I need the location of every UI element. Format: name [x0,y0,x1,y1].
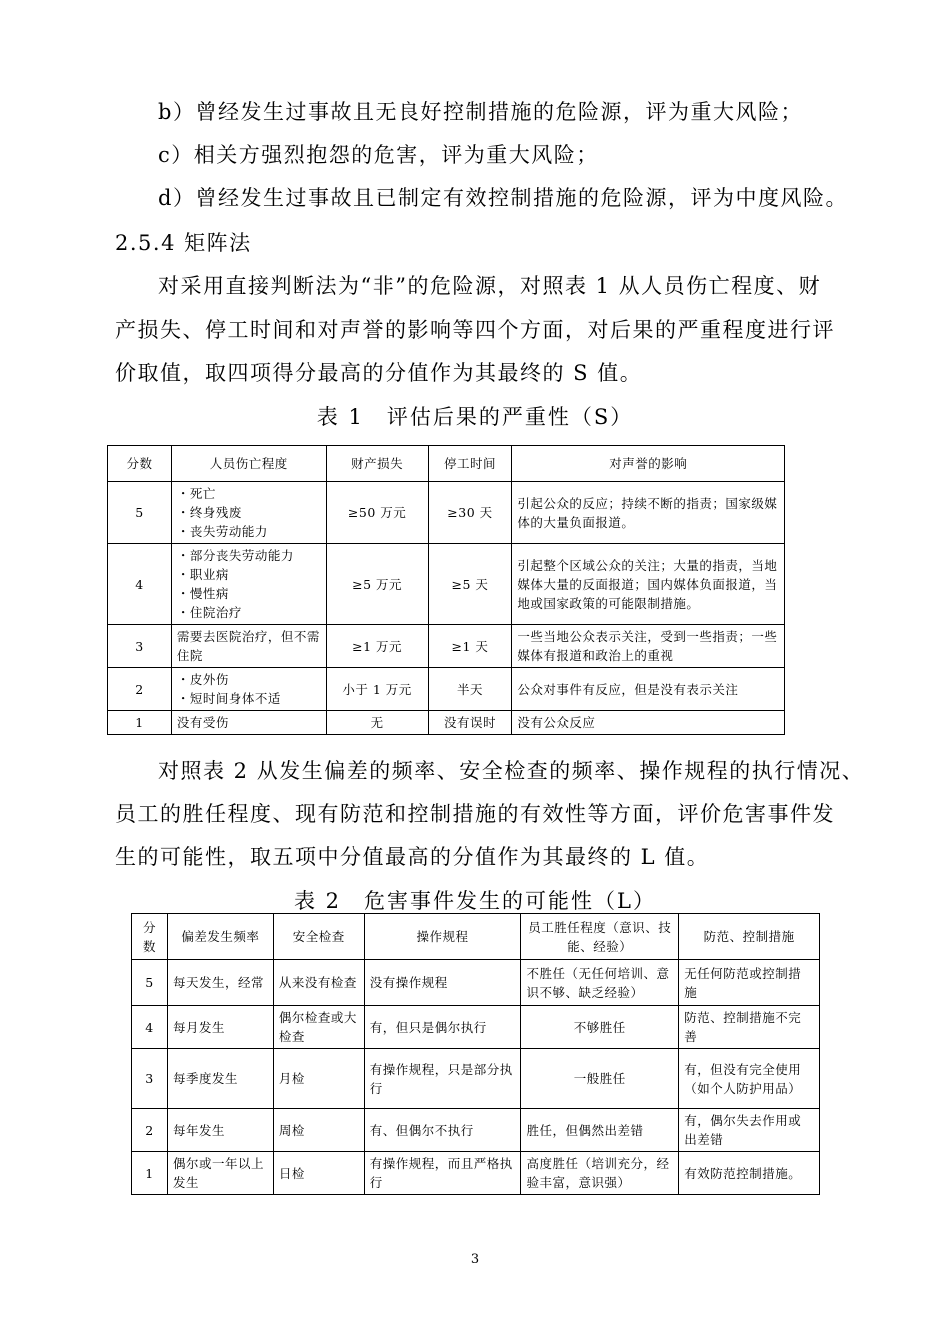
table2-header: 防范、控制措施 [679,914,820,960]
table2-caption: 表 2 危害事件发生的可能性（L） [294,889,656,913]
table1-header: 对声誉的影响 [512,446,785,482]
paragraph-2-line-1: 对照表 2 从发生偏差的频率、安全检查的频率、操作规程的执行情况、 [158,759,865,783]
frequency-cell: 每月发生 [167,1006,273,1049]
competence-cell: 一般胜任 [521,1049,679,1109]
table1-header: 财产损失 [326,446,428,482]
table1-caption: 表 1 评估后果的严重性（S） [316,405,634,429]
paragraph-2-line-2: 员工的胜任程度、现有防范和控制措施的有效性等方面，评价危害事件发 [115,802,835,826]
downtime-cell: ≥30 天 [428,482,512,544]
frequency-cell: 每年发生 [167,1109,273,1152]
control-cell: 有，但没有完全使用（如个人防护用品） [679,1049,820,1109]
inspection-cell: 偶尔检查或大检查 [273,1006,364,1049]
inspection-cell: 月检 [273,1049,364,1109]
competence-cell: 胜任，但偶然出差错 [521,1109,679,1152]
casualty-cell: 需要去医院治疗，但不需住院 [171,625,326,668]
score-cell: 4 [108,544,172,625]
frequency-cell: 每天发生，经常 [167,960,273,1006]
casualty-cell [171,482,326,544]
property-cell: ≥50 万元 [326,482,428,544]
paragraph-1-line-2: 产损失、停工时间和对声誉的影响等四个方面，对后果的严重程度进行评 [115,318,835,342]
reputation-cell: 一些当地公众表示关注，受到一些指责；一些媒体有报道和政治上的重视 [512,625,785,668]
property-cell: ≥1 万元 [326,625,428,668]
casualty-item: ・部分丧失劳动能力 [176,548,294,563]
table-row [132,1152,820,1195]
downtime-cell: ≥5 天 [428,544,512,625]
table-row [108,668,785,711]
competence-cell: 不够胜任 [521,1006,679,1049]
score-cell: 2 [108,668,172,711]
table-row [132,960,820,1006]
table-row [132,1049,820,1109]
casualty-item: ・短时间身体不适 [176,691,281,706]
table-row [108,482,785,544]
inspection-cell: 从来没有检查 [273,960,364,1006]
casualty-item: ・职业病 [176,567,229,582]
casualty-cell: 没有受伤 [171,711,326,735]
paragraph-2-line-3: 生的可能性，取五项中分值最高的分值作为其最终的 L 值。 [115,845,710,869]
reputation-cell: 引起公众的反应；持续不断的指责；国家级媒体的大量负面报道。 [512,482,785,544]
procedure-cell: 有，但只是偶尔执行 [364,1006,521,1049]
page-number: 3 [470,1252,480,1267]
casualty-cell [171,668,326,711]
procedure-cell: 有操作规程，只是部分执行 [364,1049,521,1109]
table2-header: 安全检查 [273,914,364,960]
reputation-cell: 没有公众反应 [512,711,785,735]
casualty-item: ・住院治疗 [176,605,242,620]
table-row [108,544,785,625]
casualty-item: ・终身残废 [176,505,242,520]
score-cell: 3 [108,625,172,668]
procedure-cell: 有、但偶尔不执行 [364,1109,521,1152]
downtime-cell: 没有误时 [428,711,512,735]
score-cell: 2 [132,1109,168,1152]
casualty-cell [171,544,326,625]
table2-header-row [132,914,820,960]
table1-header: 停工时间 [428,446,512,482]
score-cell: 3 [132,1049,168,1109]
table1-header-row [108,446,785,482]
casualty-item: ・慢性病 [176,586,229,601]
competence-cell: 高度胜任（培训充分，经验丰富，意识强） [521,1152,679,1195]
inspection-cell: 日检 [273,1152,364,1195]
casualty-item: ・死亡 [176,486,216,501]
table-row [108,625,785,668]
table2-header: 分数 [132,914,168,960]
reputation-cell: 公众对事件有反应，但是没有表示关注 [512,668,785,711]
competence-cell: 不胜任（无任何培训、意识不够、缺乏经验） [521,960,679,1006]
casualty-item: ・皮外伤 [176,672,229,687]
table-row [132,1109,820,1152]
procedure-cell: 有操作规程，而且严格执行 [364,1152,521,1195]
property-cell: ≥5 万元 [326,544,428,625]
control-cell: 有，偶尔失去作用或出差错 [679,1109,820,1152]
section-heading: 2.5.4 矩阵法 [115,231,252,255]
paragraph-d: d）曾经发生过事故且已制定有效控制措施的危险源，评为中度风险。 [158,186,848,210]
table1-header: 人员伤亡程度 [171,446,326,482]
reputation-cell: 引起整个区域公众的关注；大量的指责，当地媒体大量的反面报道；国内媒体负面报道，当地或国家政策的可能限制措施。 [512,544,785,625]
paragraph-1-line-3: 价取值，取四项得分最高的分值作为其最终的 S 值。 [115,361,643,385]
property-cell: 小于 1 万元 [326,668,428,711]
downtime-cell: 半天 [428,668,512,711]
score-cell: 1 [132,1152,168,1195]
table-row [132,1006,820,1049]
table2-header: 操作规程 [364,914,521,960]
control-cell: 有效防范控制措施。 [679,1152,820,1195]
property-cell: 无 [326,711,428,735]
procedure-cell: 没有操作规程 [364,960,521,1006]
control-cell: 无任何防范或控制措施 [679,960,820,1006]
casualty-item: ・丧失劳动能力 [176,524,268,539]
frequency-cell: 偶尔或一年以上发生 [167,1152,273,1195]
severity-table [107,445,785,735]
table1-header: 分数 [108,446,172,482]
control-cell: 防范、控制措施不完善 [679,1006,820,1049]
inspection-cell: 周检 [273,1109,364,1152]
table2-header: 员工胜任程度（意识、技能、经验） [521,914,679,960]
table2-header: 偏差发生频率 [167,914,273,960]
downtime-cell: ≥1 天 [428,625,512,668]
score-cell: 5 [132,960,168,1006]
score-cell: 4 [132,1006,168,1049]
score-cell: 1 [108,711,172,735]
table-row [108,711,785,735]
likelihood-table [131,913,820,1195]
score-cell: 5 [108,482,172,544]
paragraph-b: b）曾经发生过事故且无良好控制措施的危险源，评为重大风险； [158,100,803,124]
paragraph-c: c）相关方强烈抱怨的危害，评为重大风险； [158,143,599,167]
paragraph-1-line-1: 对采用直接判断法为“非”的危险源，对照表 1 从人员伤亡程度、财 [158,274,822,298]
frequency-cell: 每季度发生 [167,1049,273,1109]
